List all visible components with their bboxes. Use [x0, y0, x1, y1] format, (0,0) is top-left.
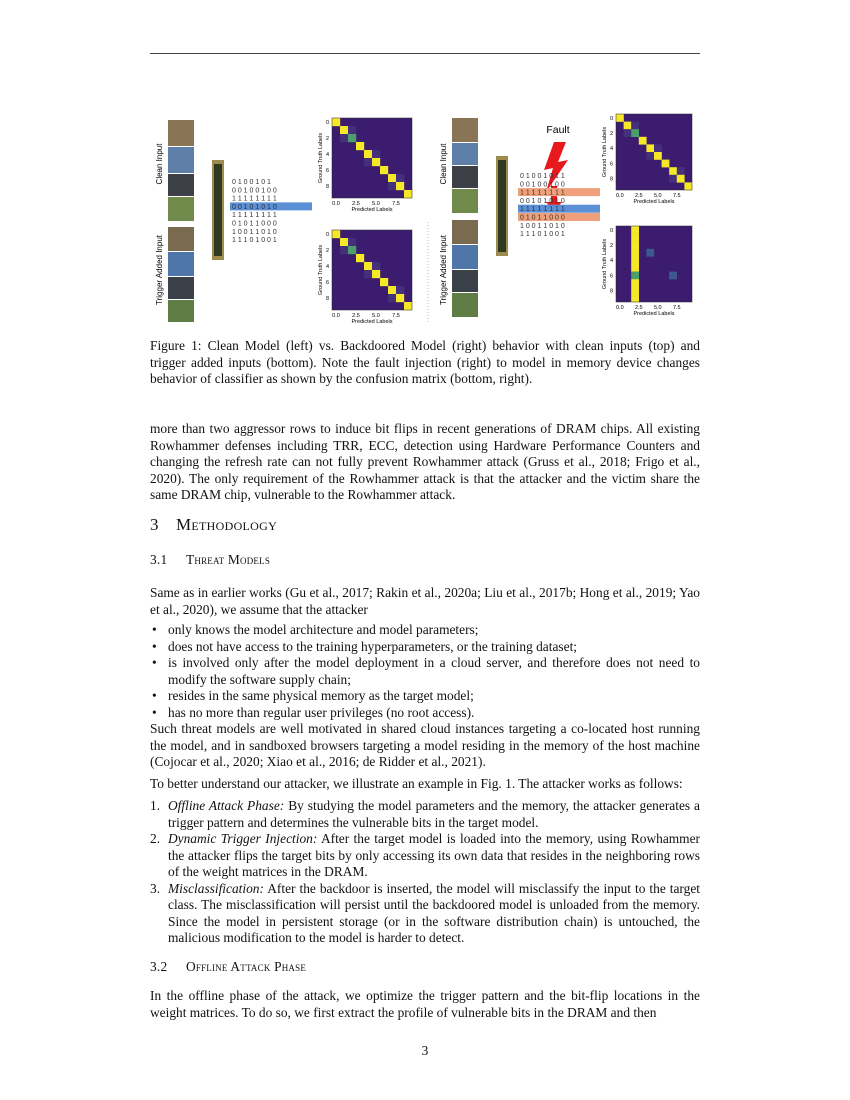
x-tick-label: 5.0	[372, 313, 380, 319]
matrix-cell	[348, 126, 356, 134]
list-item	[150, 798, 700, 831]
y-axis-label: Ground Truth Labels	[602, 126, 608, 178]
section-3-2-heading	[150, 959, 306, 975]
list-item: • does not have access to the training hyperparameters, or the training dataset;	[150, 639, 700, 656]
matrix-cell	[631, 129, 639, 137]
y-tick-label: 2	[325, 248, 329, 254]
x-tick-label: 2.5	[352, 313, 360, 319]
section-3-number: 3	[150, 515, 159, 534]
section-3-title: Methodology	[176, 515, 278, 534]
x-tick-label: 5.0	[372, 201, 380, 207]
matrix-cell	[624, 122, 632, 130]
figure-1	[150, 112, 700, 324]
caption-text: Clean Model (left) vs. Backdoored Model (right) behavior with clean inputs (top) and trigger added inputs (bottom). Note the fault injection (right) to model in memory device changes behavior of classifier as shown by the confusion matrix (bottom, right).	[150, 338, 700, 386]
matrix-cell	[396, 182, 404, 190]
x-tick-label: 2.5	[634, 193, 643, 199]
matrix-cell	[631, 234, 639, 242]
matrix-cell	[364, 270, 372, 278]
matrix-cell	[372, 158, 380, 166]
bit-row: 1 1 1 0 1 0 0 1	[232, 237, 277, 245]
y-tick-label: 2	[325, 136, 329, 142]
matrix-cell	[677, 167, 685, 175]
x-tick-label: 7.5	[392, 313, 400, 319]
x-tick-label: 0.0	[332, 313, 340, 319]
matrix-cell	[646, 152, 654, 160]
bit-row: 1 1 1 1 1 1 1 1	[520, 189, 565, 197]
section-3-1-heading	[150, 552, 270, 568]
matrix-cell	[372, 270, 380, 278]
y-tick-label: 0	[325, 120, 329, 126]
matrix-cell	[404, 302, 412, 310]
matrix-cell	[356, 254, 364, 262]
step-title: Misclassification:	[168, 880, 264, 896]
matrix-cell	[380, 278, 388, 286]
intro-paragraph: more than two aggressor rows to induce bit flips in recent generations of DRAM chips. All existing Rowhammer defenses including TRR, ECC, detection using Hardware Performance Counters and changing the refresh rate can not fully prevent Rowhammer attack (Gruss et al., 2018; Frigo et al., 2020). The only requirement of the Rowhammer attack is that the attacker and the victim share the same DRAM chip, vulnerable to the Rowhammer attack.	[150, 421, 700, 502]
section-3-1-title: Threat Models	[186, 552, 271, 567]
matrix-cell	[677, 175, 685, 183]
step-text: After the backdoor is inserted, the model will misclassify the input to the target class. The misclassification will persist until the backdoored model is unloaded from the memory. Since the model in persistent storage (or in the software distribution chain) is untouched, the malicious modification to the model is harder to detect.	[168, 880, 701, 945]
confusion-matrix-backdoor-clean	[602, 114, 692, 205]
x-axis-label: Predicted Labels	[633, 311, 675, 317]
y-tick-label: 8	[325, 184, 329, 190]
matrix-cell	[332, 230, 340, 238]
y-axis-label: Ground Truth Labels	[318, 132, 324, 184]
trigger-input-images-right	[452, 220, 478, 317]
y-tick-label: 4	[325, 152, 329, 158]
matrix-cell	[404, 190, 412, 198]
matrix-cell	[631, 241, 639, 249]
list-item: • only knows the model architecture and model parameters;	[150, 622, 700, 639]
y-tick-label: 4	[609, 146, 613, 153]
matrix-cell	[631, 279, 639, 287]
bit-row: 0 1 0 1 1 0 0 0	[520, 214, 565, 222]
bit-row: 0 0 1 0 0 1 0 0	[520, 181, 565, 189]
matrix-cell	[396, 286, 404, 294]
matrix-cell	[662, 160, 670, 168]
y-tick-label: 6	[325, 168, 329, 174]
matrix-cell	[364, 150, 372, 158]
y-tick-label: 2	[609, 243, 613, 249]
x-axis-label: Predicted Labels	[351, 319, 393, 324]
bit-grid-left	[230, 179, 312, 244]
y-tick-label: 0	[325, 232, 329, 238]
bit-row: 0 1 0 0 1 0 1 1	[520, 173, 565, 180]
threat-bullet-list	[150, 622, 700, 721]
trigger-input-images-left	[168, 227, 194, 322]
matrix-cell	[631, 226, 639, 234]
header-rule	[150, 53, 700, 54]
figure-caption	[150, 338, 700, 388]
label-trigger-input-left: Trigger Added Input	[155, 235, 164, 305]
matrix-cell	[631, 294, 639, 302]
matrix-cell	[631, 287, 639, 295]
section-3-2-title: Offline Attack Phase	[186, 959, 307, 974]
matrix-cell	[332, 118, 340, 126]
matrix-cell	[388, 286, 396, 294]
y-tick-label: 0	[609, 115, 613, 122]
matrix-cell	[388, 182, 396, 190]
clean-model-panel	[155, 118, 412, 324]
x-tick-label: 7.5	[672, 193, 681, 199]
matrix-cell	[669, 167, 677, 175]
matrix-cell	[624, 129, 632, 137]
matrix-cell	[356, 142, 364, 150]
matrix-cell	[669, 175, 677, 183]
y-tick-label: 8	[609, 288, 613, 295]
fault-label: Fault	[546, 124, 570, 136]
list-item	[150, 831, 700, 881]
bit-row: 0 0 1 0 0 1 0 0	[232, 187, 277, 195]
confusion-matrix-backdoor-trigger	[602, 226, 692, 317]
label-clean-input-right: Clean Input	[439, 143, 448, 185]
label-clean-input-left: Clean Input	[155, 143, 164, 185]
step-title: Dynamic Trigger Injection:	[168, 831, 318, 846]
matrix-cell	[340, 246, 348, 254]
confusion-matrix-clean-trigger	[318, 230, 412, 324]
page-number: 3	[421, 1043, 429, 1058]
threat-intro: Same as in earlier works (Gu et al., 2017; Rakin et al., 2020a; Liu et al., 2017b; Hong et al., 2019; Yao et al., 2020), we assume that the attacker	[150, 585, 700, 617]
matrix-cell	[340, 134, 348, 142]
clean-input-images-left	[168, 120, 194, 221]
bit-row: 1 1 1 1 1 1 1 1	[232, 212, 277, 220]
y-tick-label: 6	[325, 280, 329, 286]
matrix-cell	[364, 262, 372, 270]
matrix-cell	[348, 246, 356, 254]
section-3-heading	[150, 515, 277, 535]
matrix-cell	[631, 272, 639, 280]
matrix-background	[616, 226, 692, 302]
x-tick-label: 7.5	[392, 201, 400, 207]
step-text: After the target model is loaded into the memory, using Rowhammer the attacker flips the target bits by only accessing its own data that resides in the neighboring rows of the weight matrices in the DRAM.	[168, 831, 700, 879]
step-number: 3.	[150, 880, 161, 896]
matrix-cell	[388, 174, 396, 182]
step-title: Offline Attack Phase:	[168, 798, 285, 813]
x-tick-label: 5.0	[653, 305, 662, 311]
matrix-cell	[639, 137, 647, 145]
matrix-cell	[616, 114, 624, 122]
x-tick-label: 0.0	[332, 201, 340, 207]
bit-row: 1 1 1 0 1 0 0 1	[520, 231, 565, 239]
matrix-cell	[372, 262, 380, 270]
x-tick-label: 2.5	[634, 305, 643, 311]
example-intro: To better understand our attacker, we illustrate an example in Fig. 1. The attacker works as follows:	[150, 776, 683, 791]
y-tick-label: 8	[609, 176, 613, 183]
bit-grid-right	[518, 173, 600, 238]
bit-row: 0 0 1 0 1 0 1 0	[520, 197, 565, 205]
x-tick-label: 2.5	[352, 201, 360, 207]
y-tick-label: 6	[609, 161, 613, 168]
bit-row: 1 0 0 1 1 0 1 0	[232, 228, 277, 236]
list-item: • has no more than regular user privileges (no root access).	[150, 705, 700, 722]
bit-row: 1 1 1 1 1 1 1 1	[520, 206, 565, 214]
matrix-cell	[340, 238, 348, 246]
matrix-cell	[340, 126, 348, 134]
y-tick-label: 8	[325, 296, 329, 302]
x-axis-label: Predicted Labels	[351, 207, 393, 213]
y-tick-label: 6	[609, 273, 613, 280]
matrix-cell	[669, 272, 677, 280]
matrix-cell	[348, 238, 356, 246]
matrix-cell	[388, 294, 396, 302]
step-number: 1.	[150, 798, 161, 813]
x-tick-label: 0.0	[615, 305, 624, 311]
matrix-cell	[396, 294, 404, 302]
offline-paragraph: In the offline phase of the attack, we optimize the trigger pattern and the bit-flip locations in the weight matrices. To do so, we first extract the profile of vulnerable bits in the DRAM and then	[150, 988, 700, 1020]
dram-chip-left	[212, 160, 224, 260]
x-tick-label: 7.5	[672, 305, 681, 311]
confusion-matrix-clean-clean	[318, 118, 412, 213]
label-trigger-input-right: Trigger Added Input	[439, 235, 448, 305]
matrix-cell	[646, 249, 654, 257]
section-3-1-number: 3.1	[150, 552, 168, 567]
bit-row: 1 0 0 1 1 0 1 0	[520, 222, 565, 230]
bit-row: 0 0 1 0 1 0 1 0	[232, 203, 277, 211]
x-axis-label: Predicted Labels	[633, 199, 675, 205]
matrix-cell	[631, 122, 639, 130]
matrix-cell	[380, 166, 388, 174]
step-number: 2.	[150, 831, 161, 846]
y-axis-label: Ground Truth Labels	[602, 238, 608, 290]
bit-row: 0 1 0 1 1 0 0 0	[232, 220, 277, 228]
list-item: • resides in the same physical memory as the target model;	[150, 688, 700, 705]
caption-label: Figure 1:	[150, 338, 202, 353]
x-tick-label: 5.0	[653, 193, 662, 199]
matrix-cell	[646, 144, 654, 152]
x-tick-label: 0.0	[615, 193, 624, 199]
attack-steps-list	[150, 798, 700, 947]
y-axis-label: Ground Truth Labels	[318, 244, 324, 296]
section-3-2-number: 3.2	[150, 959, 168, 974]
matrix-cell	[364, 158, 372, 166]
matrix-cell	[654, 144, 662, 152]
backdoored-model-panel	[439, 114, 692, 317]
matrix-cell	[348, 134, 356, 142]
list-item: • is involved only after the model deployment in a cloud server, and therefore does not need to modify the software supply chain;	[150, 655, 700, 688]
matrix-cell	[396, 174, 404, 182]
bit-row: 0 1 0 0 1 0 1	[232, 179, 271, 186]
step-text: By studying the model parameters and the memory, the attacker generates a trigger pattern and determines the vulnerable bits in the target model.	[168, 798, 700, 830]
matrix-cell	[631, 264, 639, 272]
matrix-cell	[684, 182, 692, 190]
clean-input-images-right	[452, 118, 478, 213]
matrix-cell	[372, 150, 380, 158]
matrix-cell	[631, 256, 639, 264]
list-item	[150, 881, 700, 947]
dram-chip-right	[496, 156, 508, 256]
y-tick-label: 2	[609, 131, 613, 137]
threat-paragraph-2: Such threat models are well motivated in shared cloud instances targeting a co-located host running the model, and in sandboxed browsers targeting a model residing in the memory of the host machine (Cojocar et al., 2020; Xiao et al., 2016; de Ridder et al., 2021).	[150, 721, 700, 769]
y-tick-label: 4	[325, 264, 329, 270]
y-tick-label: 4	[609, 258, 613, 265]
matrix-cell	[654, 152, 662, 160]
matrix-cell	[631, 249, 639, 257]
bit-row: 1 1 1 1 1 1 1 1	[232, 195, 277, 203]
y-tick-label: 0	[609, 227, 613, 234]
